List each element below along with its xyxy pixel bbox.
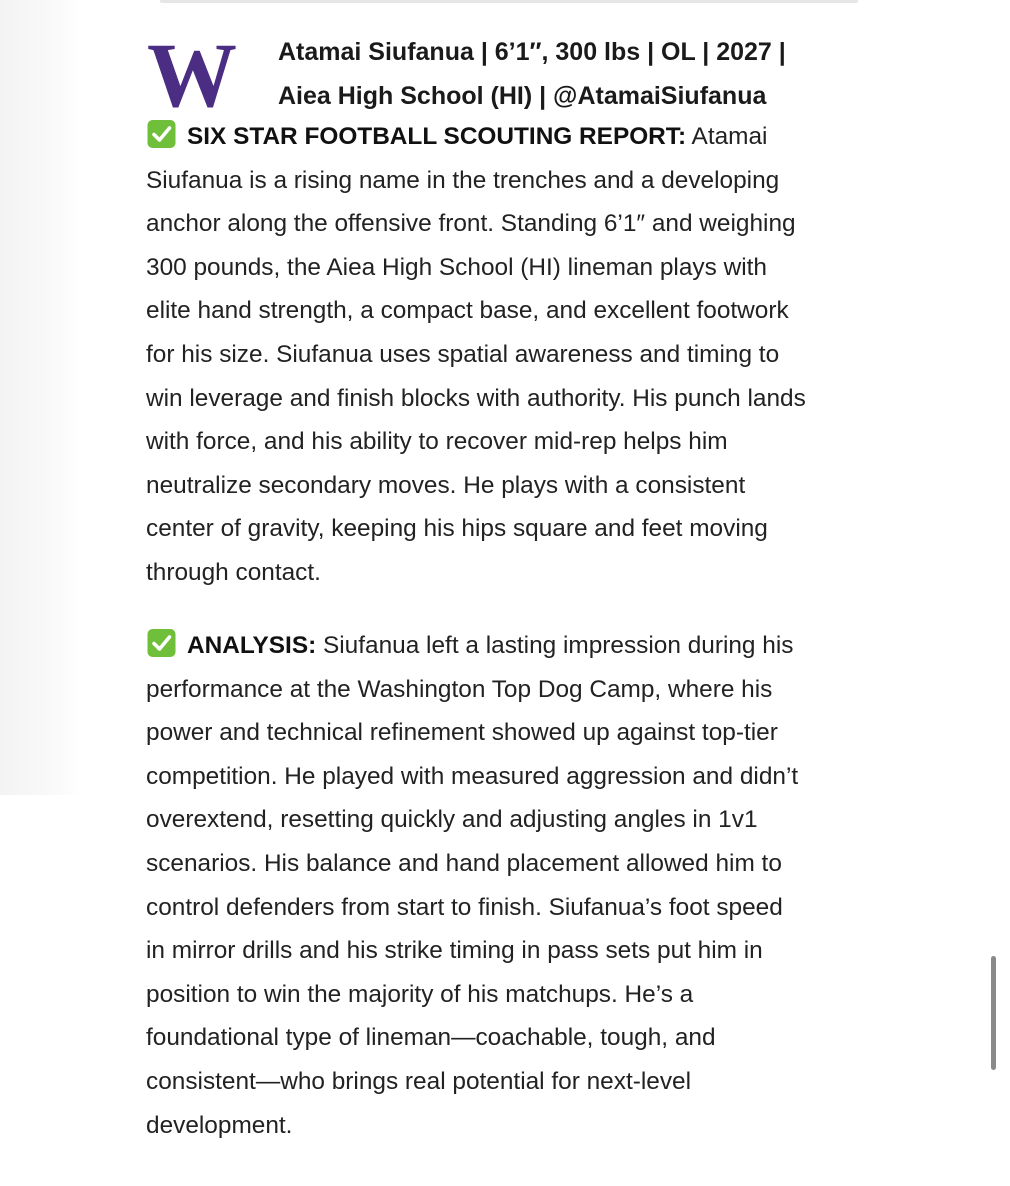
scouting-report-line: 300 pounds, the Aiea High School (HI) lineman plays with xyxy=(146,253,767,281)
analysis-line: position to win the majority of his matchups. He’s a xyxy=(146,980,694,1008)
scrollbar-thumb[interactable] xyxy=(991,956,996,1070)
analysis-text: Siufanua left a lasting impression during his xyxy=(316,632,794,659)
player-info xyxy=(278,30,878,118)
player-info-line-1: Atamai Siufanua | 6’1″, 300 lbs | OL | 2027 | xyxy=(278,38,786,66)
player-header xyxy=(146,30,886,120)
scouting-report-line: center of gravity, keeping his hips square and feet moving xyxy=(146,515,768,543)
scouting-report-line: win leverage and finish blocks with authority. His punch lands xyxy=(146,384,806,412)
check-mark-button-icon xyxy=(146,628,177,658)
logo-letter: W xyxy=(147,36,237,112)
scouting-report-line xyxy=(146,115,881,159)
analysis-line: performance at the Washington Top Dog Camp, where his xyxy=(146,675,773,703)
analysis-line: power and technical refinement showed up against top-tier xyxy=(146,719,778,747)
scouting-report-line: neutralize secondary moves. He plays with a consistent xyxy=(146,471,746,499)
scouting-report-line: with force, and his ability to recover mid-rep helps him xyxy=(146,428,728,456)
check-mark-button-icon xyxy=(146,119,177,149)
scouting-report-section xyxy=(146,115,881,595)
scouting-report-line: anchor along the offensive front. Standing 6’1″ and weighing xyxy=(146,210,796,238)
analysis-line: foundational type of lineman—coachable, tough, and xyxy=(146,1024,716,1052)
analysis-label: ANALYSIS: xyxy=(187,632,317,659)
analysis-line: scenarios. His balance and hand placement allowed him to xyxy=(146,849,782,877)
scouting-report-line: for his size. Siufanua uses spatial awareness and timing to xyxy=(146,340,780,368)
analysis-line: in mirror drills and his strike timing in pass sets put him in xyxy=(146,937,763,965)
analysis-line: overextend, resetting quickly and adjusting angles in 1v1 xyxy=(146,806,758,834)
analysis-line xyxy=(146,624,881,668)
scouting-report-line: through contact. xyxy=(146,558,321,586)
top-divider xyxy=(160,0,858,3)
scouting-report-text: Atamai xyxy=(686,123,768,150)
scouting-report-line: Siufanua is a rising name in the trenches and a developing xyxy=(146,166,780,194)
player-info-line-2: Aiea High School (HI) | @AtamaiSiufanua xyxy=(278,82,767,110)
analysis-line: consistent—who brings real potential for next-level xyxy=(146,1067,692,1095)
analysis-line: competition. He played with measured aggression and didn’t xyxy=(146,762,799,790)
analysis-section xyxy=(146,624,881,1147)
scouting-report-line: elite hand strength, a compact base, and excellent footwork xyxy=(146,297,789,325)
analysis-line: development. xyxy=(146,1111,293,1139)
washington-w-logo xyxy=(146,36,238,112)
left-edge-shade xyxy=(0,0,82,795)
scouting-report-label: SIX STAR FOOTBALL SCOUTING REPORT: xyxy=(187,123,687,150)
analysis-line: control defenders from start to finish. Siufanua’s foot speed xyxy=(146,893,783,921)
